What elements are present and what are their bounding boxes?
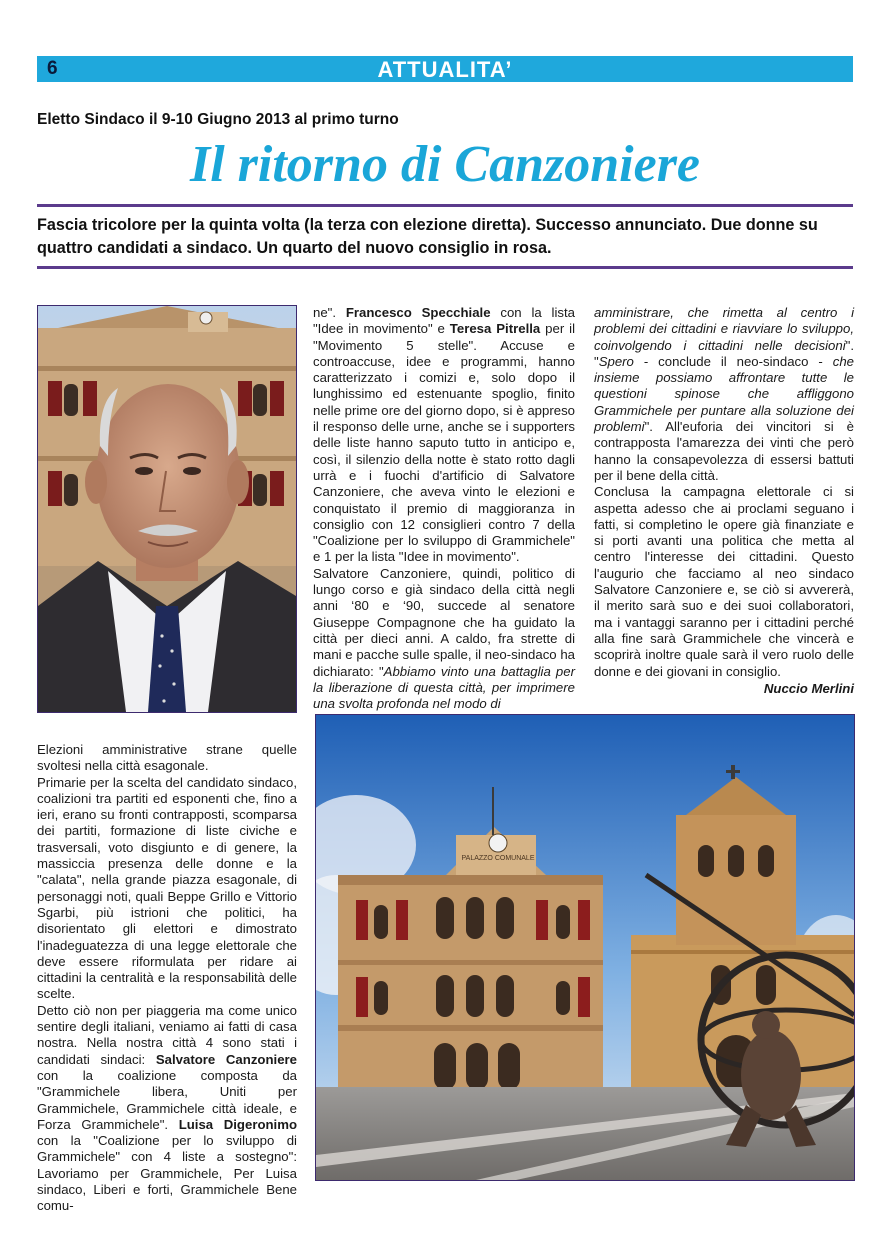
section-title: ATTUALITA’ — [377, 57, 513, 82]
byline: Nuccio Merlini — [763, 680, 854, 696]
article-column-2: ne". Francesco Specchiale con la lista "Idee in movimento" e Teresa Pitrella per il "Movimento 5 stelle". Accuse e controaccuse, idee e programmi, hanno caratterizzato i comizi e, solo dopo il lunghissimo ed estenuante spoglio, finito nelle prime ore del giorno dopo, si è appreso il responso delle urne, anche se i supporters delle liste hanno saputo tutto in anticipo e, così, il silenzio della notte è stato rotto dagli urrà e i fuochi d'artificio di Salvatore Canzoniere, che aveva vinto le elezioni e conquistato il premio di maggioranza in consiglio con 12 consiglieri contro 7 della "Coalizione per lo sviluppo di Grammichele" e 1 per la lista "Idee in movimento". Salvatore Canzoniere, quindi, politico di lungo corso e già sindaco della città negli anni ‘80 e ‘90, succede al senatore Giuseppe Compagnone che ha guidato la città per dieci anni. A caldo, fra strette di mani e pacche sulle spalle, il neo-sindaco ha dichiarato: "Abbiamo vinto una battaglia per la liberazione di questa città, per imprimere una svolta profonda nel modo di — [313, 305, 576, 712]
town-square-photo — [315, 714, 855, 1181]
section-header-band — [37, 56, 853, 82]
article-title: Il ritorno di Canzoniere — [189, 136, 701, 193]
divider-top — [37, 204, 853, 207]
divider-bottom — [37, 266, 853, 269]
portrait-photo — [37, 305, 297, 713]
building-sign: PALAZZO COMUNALE — [461, 855, 535, 862]
article-column-1: Elezioni amministrative strane quelle svoltesi nella città esagonale. Primarie per la scelta del candidato sindaco, coalizioni tra partiti ed esponenti che, fino a ieri, erano su fronti contrapposti, scomparsa dei partiti, formazione di liste civiche e trasversali, voto disgiunto e di genere, la massiccia presenza delle donne e la "calata", nella grande piazza esagonale, di personaggi noti, quali Beppe Grillo e Vittorio Sgarbi, più istrioni che politici, ha disorientato gli elettori e dimostrato l'inadeguatezza di una legge elettorale che deve essere riformulata per ridare ai cittadini la centralità e la responsabilità delle scelte. Detto ciò non per piaggeria ma come unico sentire degli italiani, veniamo ai fatti di casa nostra. Nella nostra città 4 sono stati i candidati sindaci: Salvatore Canzoniere con la coalizione composta da "Grammichele libera, Uniti per Grammichele, Grammichele città ideale, e Forza Grammichele". Luisa Digeronimo con la "Coalizione per lo sviluppo di Grammichele" con 4 liste a sostegno": Lavoriamo per Grammichele, Per Luisa sindaco, Liberi e forti, Grammichele Bene comu- — [37, 742, 298, 1214]
article-summary: Fascia tricolore per la quinta volta (la terza con elezione diretta). Successo annunciato. Due donne su quattro candidati a sindaco. Un quarto del nuovo consiglio in rosa. — [37, 216, 818, 257]
article-kicker: Eletto Sindaco il 9-10 Giugno 2013 al primo turno — [37, 111, 399, 128]
article-column-3: amministrare, che rimetta al centro i problemi dei cittadini e riavviare lo sviluppo, coinvolgendo i cittadini nelle decisioni". "Spero - conclude il neo-sindaco - che insieme possiamo affrontare tutte le questioni spinose che affliggono Grammichele per puntare alla soluzione dei problemi". All'euforia dei vincitori si è contrapposta l'amarezza dei vinti che però hanno la consapevolezza di essersi battuti per il bene della città. Conclusa la campagna elettorale ci si aspetta adesso che ai proclami seguano i fatti, si completino le opere già finanziate e si porti avanti una politica che metta al centro l'interesse dei cittadini. Questo l'augurio che facciamo al neo sindaco Salvatore Canzoniere e, se ciò si avvererà, il merito sarà suo e dei suoi collaboratori, ma i vantaggi saranno per i cittadini perché alla fine sarà Grammichele che vincerà e scoprirà inoltre quale sarà il vero ruolo delle donne e dei giovani in consiglio. Nuccio Merlini — [594, 305, 854, 696]
page-number: 6 — [47, 58, 58, 79]
